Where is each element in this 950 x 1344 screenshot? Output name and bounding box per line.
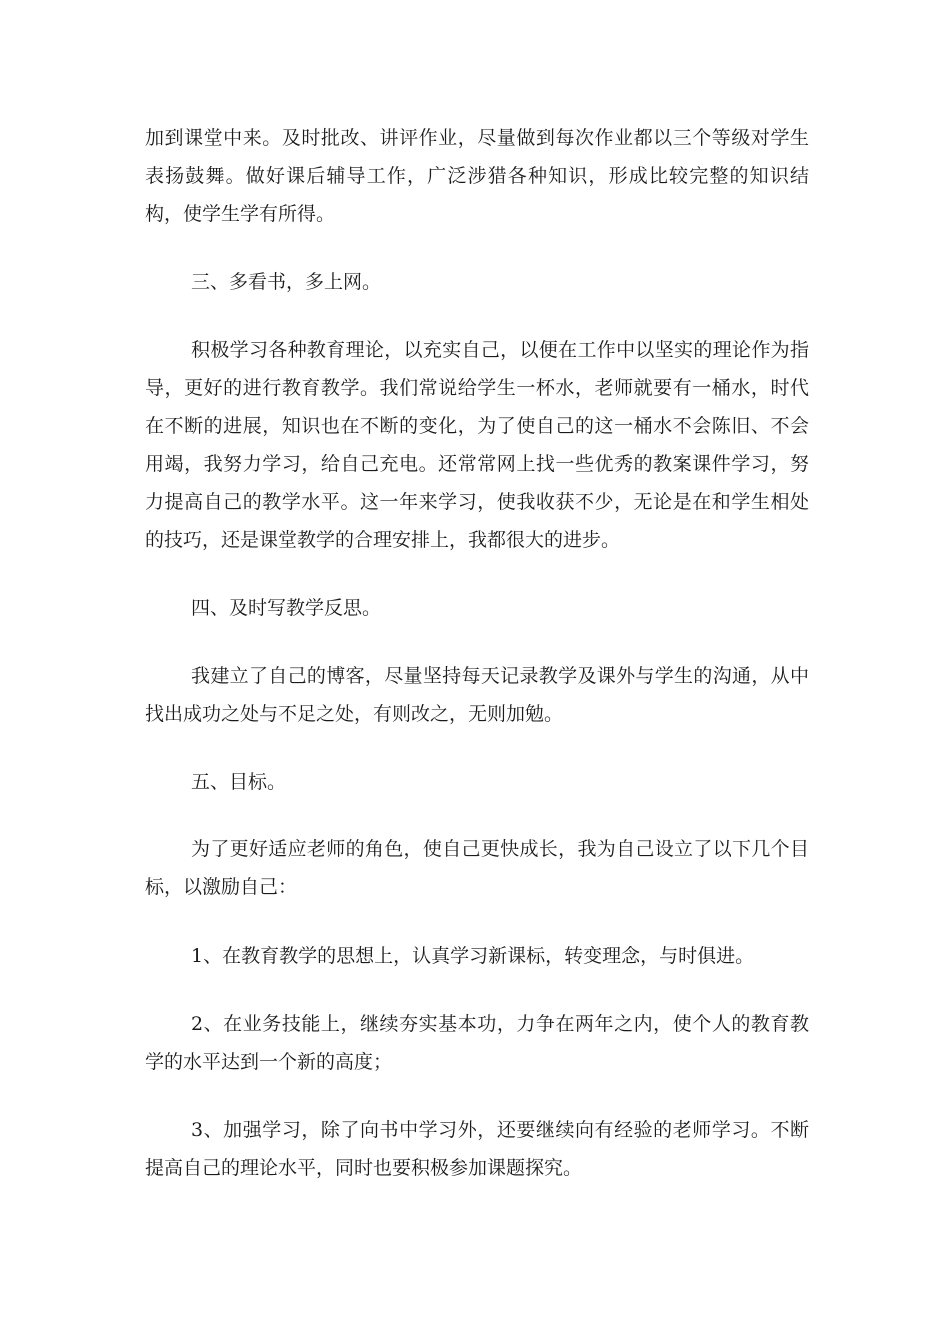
- goal-item-3: 3、加强学习，除了向书中学习外，还要继续向有经验的老师学习。不断提高自己的理论水平，同时也要积极参加课题探究。: [145, 1119, 809, 1179]
- goal-item-2: 2、在业务技能上，继续夯实基本功，力争在两年之内，使个人的教育教学的水平达到一个新的高度；: [145, 1013, 809, 1073]
- section-heading-3: 三、多看书，多上网。: [191, 271, 382, 293]
- section-heading-5: 五、目标。: [191, 771, 287, 793]
- paragraph-continuation: 加到课堂中来。及时批改、讲评作业，尽量做到每次作业都以三个等级对学生表扬鼓舞。做好课后辅导工作，广泛涉猎各种知识，形成比较完整的知识结构，使学生学有所得。: [145, 127, 809, 225]
- paragraph-goals-intro: 为了更好适应老师的角色，使自己更快成长，我为自己设立了以下几个目标，以激励自己：: [145, 838, 809, 898]
- paragraph-blog: 我建立了自己的博客，尽量坚持每天记录教学及课外与学生的沟通，从中找出成功之处与不足之处，有则改之，无则加勉。: [145, 665, 809, 725]
- section-heading-4: 四、及时写教学反思。: [191, 597, 382, 619]
- document-page: [145, 0, 809, 1344]
- paragraph-study: 积极学习各种教育理论，以充实自己，以便在工作中以坚实的理论作为指导，更好的进行教育教学。我们常说给学生一杯水，老师就要有一桶水，时代在不断的进展，知识也在不断的变化，为了使自己的这一桶水不会陈旧、不会用竭，我努力学习，给自己充电。还常常网上找一些优秀的教案课件学习，努力提高自己的教学水平。这一年来学习，使我收获不少，无论是在和学生相处的技巧，还是课堂教学的合理安排上，我都很大的进步。: [145, 339, 809, 551]
- goal-item-1: 1、在教育教学的思想上，认真学习新课标，转变理念，与时俱进。: [191, 945, 755, 967]
